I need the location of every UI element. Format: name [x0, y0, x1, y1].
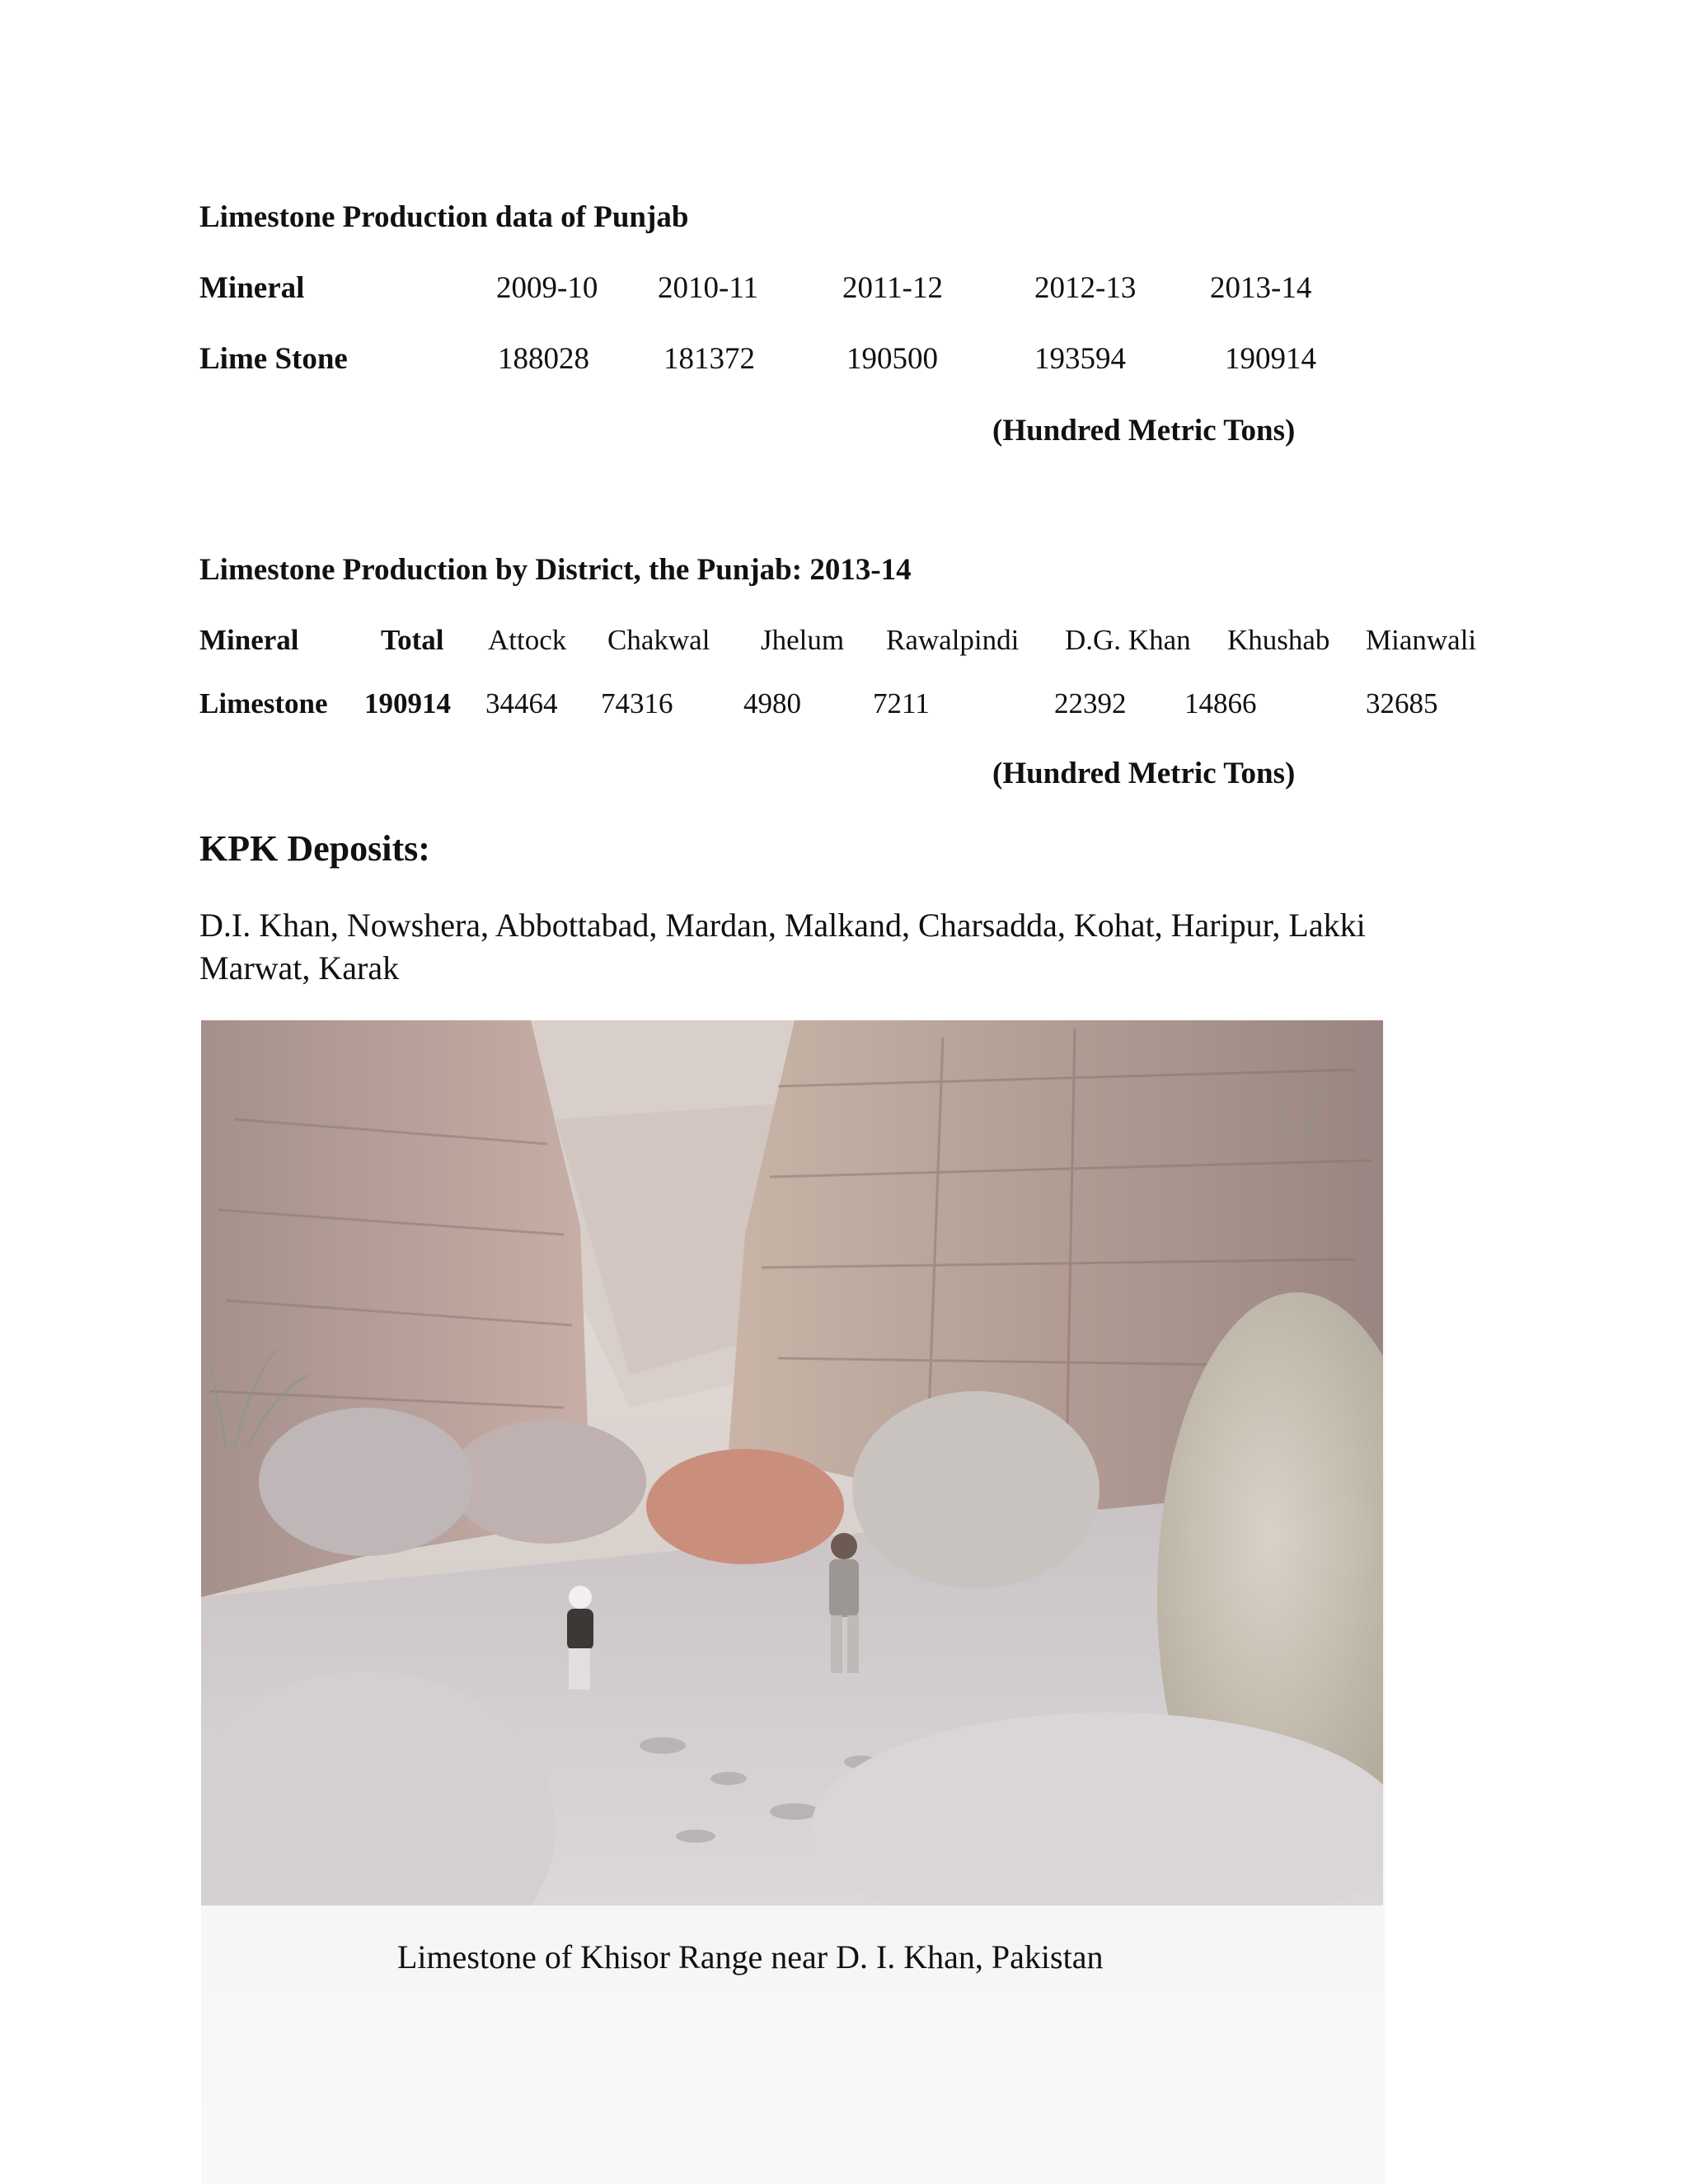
district-cell: 32685: [1366, 687, 1438, 719]
punjab-year-col: 2013-14: [1210, 271, 1312, 305]
punjab-year-col: 2012-13: [1034, 271, 1137, 305]
punjab-unit-note: (Hundred Metric Tons): [992, 414, 1296, 448]
canyon-photo: [201, 1020, 1383, 1905]
district-header: D.G. Khan: [1065, 624, 1191, 656]
punjab-value: 188028: [498, 342, 589, 376]
punjab-year-col: 2011-12: [842, 271, 943, 305]
district-cell: 14866: [1184, 687, 1257, 719]
punjab-header-mineral: Mineral: [199, 271, 305, 305]
punjab-value: 193594: [1034, 342, 1126, 376]
district-cell: 7211: [873, 687, 930, 719]
punjab-value: 181372: [663, 342, 755, 376]
district-header: Mineral: [199, 624, 299, 656]
kpk-districts-line-1: D.I. Khan, Nowshera, Abbottabad, Mardan, Malkand, Charsadda, Kohat, Haripur, Lakki: [199, 907, 1366, 944]
district-cell: 74316: [601, 687, 673, 719]
district-header: Chakwal: [607, 624, 710, 656]
district-cell: 34464: [485, 687, 558, 719]
district-header: Mianwali: [1366, 624, 1477, 656]
district-header: Khushab: [1227, 624, 1330, 656]
canyon-illustration: [201, 1020, 1383, 1905]
punjab-value: 190500: [846, 342, 938, 376]
district-header: Attock: [488, 624, 567, 656]
district-cell: Limestone: [199, 687, 328, 719]
district-cell: 22392: [1054, 687, 1127, 719]
punjab-value: 190914: [1225, 342, 1316, 376]
kpk-districts-line-2: Marwat, Karak: [199, 949, 400, 987]
kpk-heading: KPK Deposits:: [199, 828, 430, 869]
district-unit-note: (Hundred Metric Tons): [992, 757, 1296, 790]
district-cell: 4980: [743, 687, 801, 719]
punjab-year-col: 2009-10: [496, 271, 598, 305]
person-figure: [567, 1586, 593, 1690]
district-table-title: Limestone Production by District, the Punjab: 2013-14: [199, 553, 912, 587]
punjab-row-label: Lime Stone: [199, 342, 348, 376]
punjab-year-col: 2010-11: [658, 271, 758, 305]
district-header: Total: [381, 624, 444, 656]
district-header: Rawalpindi: [886, 624, 1020, 656]
punjab-table-title: Limestone Production data of Punjab: [199, 200, 689, 234]
photo-caption: Limestone of Khisor Range near D. I. Khan, Pakistan: [397, 1938, 1104, 1975]
district-cell: 190914: [364, 687, 451, 719]
district-header: Jhelum: [761, 624, 845, 656]
